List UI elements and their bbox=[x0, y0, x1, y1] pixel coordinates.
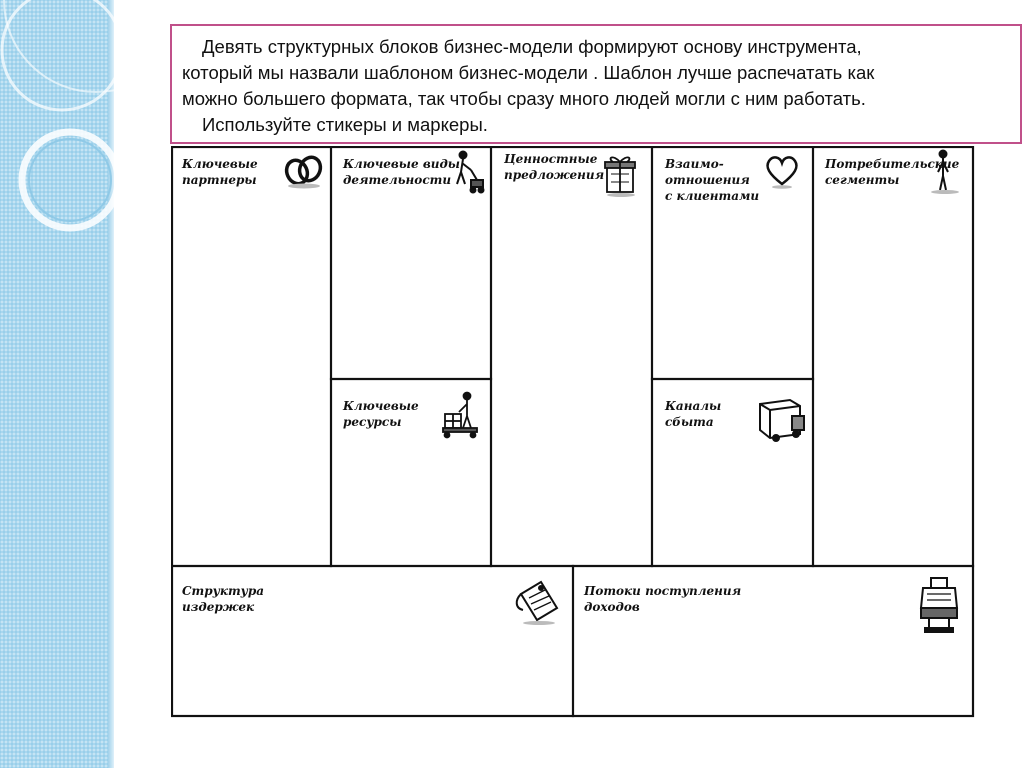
block-title-key-resources: Ключевые ресурсы bbox=[343, 399, 419, 429]
worker-with-crates-icon bbox=[441, 390, 485, 440]
gift-box-icon bbox=[599, 150, 643, 198]
block-title-key-activities: Ключевые виды деятельности bbox=[343, 157, 460, 187]
caption-line-1: Девять структурных блоков бизнес-модели формируют основу инструмента, bbox=[202, 36, 862, 57]
block-title-value-propositions: Ценностные предложения bbox=[504, 152, 605, 182]
linked-rings-icon bbox=[283, 152, 325, 190]
heart-icon bbox=[763, 152, 801, 190]
block-title-customer-segments: Потребительские сегменты bbox=[825, 157, 960, 187]
caption-box bbox=[170, 24, 1022, 144]
business-model-canvas bbox=[171, 146, 976, 720]
delivery-truck-icon bbox=[756, 394, 808, 442]
caption-line-2: который мы назвали шаблоном бизнес-модели . Шаблон лучше распечатать как bbox=[182, 62, 875, 83]
canvas-grid bbox=[171, 146, 976, 720]
caption-line-3: можно большего формата, так чтобы сразу много людей могли с ним работать. bbox=[182, 88, 866, 109]
block-title-key-partners: Ключевые партнеры bbox=[182, 157, 258, 187]
price-tag-icon bbox=[511, 576, 563, 626]
block-title-revenue-streams: Потоки поступления доходов bbox=[584, 584, 742, 614]
person-with-mower-icon bbox=[447, 150, 487, 196]
block-title-cost-structure: Структура издержек bbox=[182, 584, 264, 614]
caption-line-4: Используйте стикеры и маркеры. bbox=[202, 114, 488, 135]
standing-person-icon bbox=[931, 148, 965, 196]
cash-register-icon bbox=[917, 574, 965, 634]
block-title-customer-relationships: Взаимо- отношения с клиентами bbox=[665, 157, 760, 203]
block-title-channels: Каналы сбыта bbox=[665, 399, 722, 429]
